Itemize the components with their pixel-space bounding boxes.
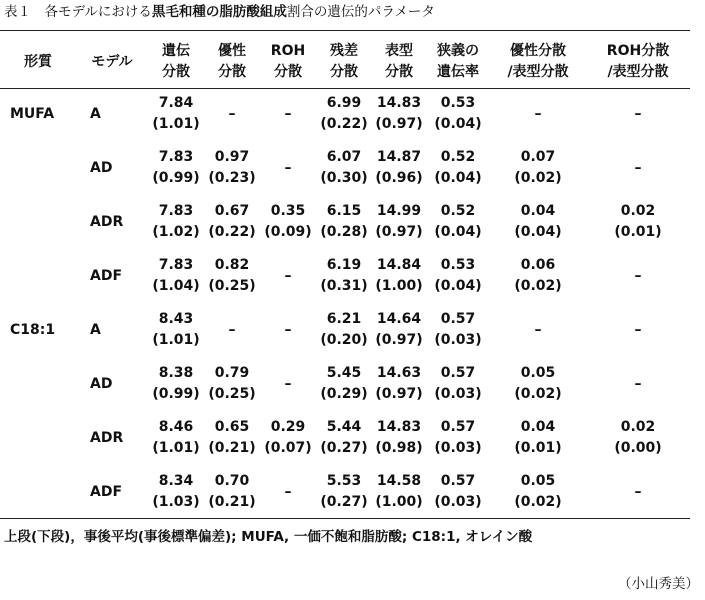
sd-value: (0.04) bbox=[514, 224, 562, 240]
caption-bold: 黒毛和種の脂肪酸組成 bbox=[151, 4, 287, 20]
estimate-value: 6.99 bbox=[326, 95, 362, 111]
table-row bbox=[0, 357, 690, 411]
trait-cell bbox=[0, 249, 76, 303]
value-cell bbox=[586, 141, 690, 195]
sd-value: (0.22) bbox=[320, 116, 368, 132]
sd-value: (1.02) bbox=[152, 224, 200, 240]
value-cell bbox=[148, 249, 204, 303]
table-row bbox=[0, 87, 690, 141]
estimate-value: 0.06 bbox=[520, 257, 556, 273]
value-cell bbox=[426, 87, 490, 141]
estimate-value: – bbox=[284, 321, 292, 338]
sd-value: (0.30) bbox=[320, 170, 368, 186]
value-cell bbox=[372, 249, 426, 303]
column-header-line1: 残差 bbox=[330, 43, 358, 59]
estimate-value: 0.70 bbox=[214, 473, 250, 489]
sd-value: (0.02) bbox=[514, 494, 562, 510]
column-header-line1: 表型 bbox=[385, 43, 413, 59]
estimate-value: – bbox=[284, 375, 292, 392]
value-cell bbox=[316, 195, 372, 249]
sd-value: (0.27) bbox=[320, 440, 368, 456]
estimate-value: 14.83 bbox=[376, 419, 422, 435]
estimate-value: 0.53 bbox=[440, 95, 476, 111]
value-cell bbox=[426, 303, 490, 357]
sd-value: (0.99) bbox=[152, 386, 200, 402]
sd-value: (1.00) bbox=[375, 494, 423, 510]
value-cell bbox=[148, 357, 204, 411]
sd-value: (0.23) bbox=[208, 170, 256, 186]
value-cell bbox=[372, 87, 426, 141]
column-header-line2: 分散 bbox=[274, 64, 302, 80]
sd-value: (0.03) bbox=[434, 332, 482, 348]
value-cell bbox=[204, 465, 260, 519]
estimate-value: 8.43 bbox=[158, 311, 194, 327]
sd-value: (0.21) bbox=[208, 494, 256, 510]
column-header-line2: 遺伝率 bbox=[437, 64, 479, 80]
estimate-value: 14.83 bbox=[376, 95, 422, 111]
sd-value: (1.00) bbox=[375, 278, 423, 294]
value-cell bbox=[490, 249, 586, 303]
value-cell bbox=[490, 357, 586, 411]
value-cell bbox=[260, 141, 316, 195]
value-cell bbox=[204, 141, 260, 195]
value-cell bbox=[426, 411, 490, 465]
column-header bbox=[372, 33, 426, 87]
value-cell bbox=[372, 303, 426, 357]
estimate-value: – bbox=[534, 105, 542, 122]
value-cell bbox=[148, 303, 204, 357]
sd-value: (0.96) bbox=[375, 170, 423, 186]
column-header bbox=[76, 33, 148, 87]
table-row bbox=[0, 411, 690, 465]
value-cell bbox=[204, 87, 260, 141]
sd-value: (1.03) bbox=[152, 494, 200, 510]
column-header-line2: /表型分散 bbox=[507, 64, 569, 80]
estimate-value: 6.21 bbox=[326, 311, 362, 327]
column-header bbox=[260, 33, 316, 87]
estimate-value: 0.04 bbox=[520, 203, 556, 219]
column-header bbox=[0, 33, 76, 87]
caption-prefix: 表１ 各モデルにおける bbox=[4, 4, 152, 20]
estimate-value: – bbox=[634, 159, 642, 176]
sd-value: (0.04) bbox=[434, 278, 482, 294]
estimate-value: 0.57 bbox=[440, 473, 476, 489]
value-cell bbox=[316, 465, 372, 519]
estimate-value: 0.79 bbox=[214, 365, 250, 381]
model-cell: ADF bbox=[90, 267, 123, 284]
column-header-line2: 分散 bbox=[162, 64, 190, 80]
sd-value: (0.07) bbox=[264, 440, 312, 456]
sd-value: (0.97) bbox=[375, 116, 423, 132]
column-header-line1: 形質 bbox=[24, 53, 52, 70]
sd-value: (0.00) bbox=[614, 440, 662, 456]
sd-value: (1.01) bbox=[152, 332, 200, 348]
sd-value: (0.97) bbox=[375, 224, 423, 240]
column-header-line1: 優性 bbox=[218, 43, 246, 59]
estimate-value: – bbox=[228, 105, 236, 122]
column-header-line2: 分散 bbox=[385, 64, 413, 80]
value-cell bbox=[426, 465, 490, 519]
model-cell: ADR bbox=[90, 213, 124, 230]
estimate-value: 6.15 bbox=[326, 203, 362, 219]
trait-cell bbox=[0, 195, 76, 249]
value-cell bbox=[586, 303, 690, 357]
estimate-value: 14.63 bbox=[376, 365, 422, 381]
estimate-value: 0.02 bbox=[620, 419, 656, 435]
sd-value: (0.02) bbox=[514, 386, 562, 402]
estimate-value: – bbox=[284, 267, 292, 284]
sd-value: (0.09) bbox=[264, 224, 312, 240]
estimate-value: 0.65 bbox=[214, 419, 250, 435]
trait-cell bbox=[0, 465, 76, 519]
value-cell bbox=[316, 141, 372, 195]
value-cell bbox=[586, 195, 690, 249]
column-header-line1: ROH分散 bbox=[606, 43, 670, 59]
author-credit: （小山秀美） bbox=[618, 576, 699, 592]
table-row bbox=[0, 465, 690, 519]
value-cell bbox=[586, 411, 690, 465]
estimate-value: 0.02 bbox=[620, 203, 656, 219]
sd-value: (0.21) bbox=[208, 440, 256, 456]
estimate-value: 0.57 bbox=[440, 419, 476, 435]
value-cell bbox=[316, 411, 372, 465]
estimate-value: – bbox=[634, 105, 642, 122]
sd-value: (0.03) bbox=[434, 440, 482, 456]
value-cell bbox=[260, 249, 316, 303]
estimate-value: 0.35 bbox=[270, 203, 306, 219]
estimate-value: – bbox=[284, 483, 292, 500]
sd-value: (0.01) bbox=[614, 224, 662, 240]
value-cell bbox=[204, 195, 260, 249]
column-header bbox=[586, 33, 690, 87]
estimate-value: 14.87 bbox=[376, 149, 422, 165]
value-cell bbox=[148, 465, 204, 519]
estimate-value: 5.53 bbox=[326, 473, 362, 489]
model-cell: AD bbox=[90, 159, 113, 176]
estimate-value: – bbox=[228, 321, 236, 338]
value-cell bbox=[426, 141, 490, 195]
value-cell bbox=[372, 411, 426, 465]
trait-cell bbox=[0, 357, 76, 411]
estimate-value: 0.53 bbox=[440, 257, 476, 273]
estimate-value: 0.82 bbox=[214, 257, 250, 273]
table-row bbox=[0, 195, 690, 249]
estimate-value: 5.44 bbox=[326, 419, 362, 435]
estimate-value: – bbox=[634, 483, 642, 500]
sd-value: (0.28) bbox=[320, 224, 368, 240]
sd-value: (0.04) bbox=[434, 224, 482, 240]
estimate-value: 0.67 bbox=[214, 203, 250, 219]
value-cell bbox=[426, 249, 490, 303]
value-cell bbox=[204, 249, 260, 303]
column-header bbox=[204, 33, 260, 87]
model-cell: ADF bbox=[90, 483, 123, 500]
sd-value: (0.22) bbox=[208, 224, 256, 240]
table-row bbox=[0, 141, 690, 195]
sd-value: (0.97) bbox=[375, 386, 423, 402]
caption-suffix: 割合の遺伝的パラメータ bbox=[286, 4, 435, 20]
value-cell bbox=[316, 87, 372, 141]
sd-value: (0.98) bbox=[375, 440, 423, 456]
value-cell bbox=[372, 195, 426, 249]
sd-value: (1.01) bbox=[152, 116, 200, 132]
value-cell bbox=[426, 357, 490, 411]
column-header-line1: 優性分散 bbox=[510, 43, 566, 59]
estimate-value: 0.97 bbox=[214, 149, 250, 165]
value-cell bbox=[490, 195, 586, 249]
sd-value: (0.20) bbox=[320, 332, 368, 348]
column-header-line2: 分散 bbox=[218, 64, 246, 80]
estimate-value: 7.83 bbox=[158, 257, 194, 273]
sd-value: (0.03) bbox=[434, 386, 482, 402]
value-cell bbox=[148, 411, 204, 465]
estimate-value: 0.29 bbox=[270, 419, 306, 435]
column-header bbox=[316, 33, 372, 87]
value-cell bbox=[316, 249, 372, 303]
estimate-value: 14.64 bbox=[376, 311, 422, 327]
sd-value: (0.27) bbox=[320, 494, 368, 510]
estimate-value: 0.04 bbox=[520, 419, 556, 435]
value-cell bbox=[490, 87, 586, 141]
column-header-line2: 分散 bbox=[330, 64, 358, 80]
value-cell bbox=[260, 411, 316, 465]
value-cell bbox=[372, 141, 426, 195]
estimate-value: 7.83 bbox=[158, 203, 194, 219]
value-cell bbox=[260, 195, 316, 249]
sd-value: (0.99) bbox=[152, 170, 200, 186]
estimate-value: – bbox=[634, 375, 642, 392]
table-body bbox=[0, 87, 690, 519]
sd-value: (0.02) bbox=[514, 170, 562, 186]
column-header-line2: /表型分散 bbox=[607, 64, 669, 80]
column-header-line1: 遺伝 bbox=[162, 43, 190, 59]
top-rule bbox=[0, 30, 690, 31]
sd-value: (0.04) bbox=[434, 170, 482, 186]
value-cell bbox=[260, 357, 316, 411]
value-cell bbox=[586, 87, 690, 141]
estimate-value: 7.83 bbox=[158, 149, 194, 165]
trait-cell: MUFA bbox=[10, 105, 55, 122]
header-row bbox=[0, 33, 690, 87]
estimate-value: 6.19 bbox=[326, 257, 362, 273]
value-cell bbox=[372, 465, 426, 519]
estimate-value: 5.45 bbox=[326, 365, 362, 381]
sd-value: (1.04) bbox=[152, 278, 200, 294]
value-cell bbox=[148, 87, 204, 141]
estimate-value: 0.05 bbox=[520, 473, 556, 489]
column-header bbox=[426, 33, 490, 87]
estimate-value: – bbox=[284, 105, 292, 122]
estimate-value: – bbox=[534, 321, 542, 338]
column-header bbox=[148, 33, 204, 87]
value-cell bbox=[260, 465, 316, 519]
column-header bbox=[490, 33, 586, 87]
footnote: 上段(下段)，事後平均(事後標準偏差); MUFA, 一価不飽和脂肪酸; C18:1, オレイン酸 bbox=[4, 529, 533, 545]
sd-value: (0.25) bbox=[208, 278, 256, 294]
model-cell: A bbox=[90, 321, 101, 338]
estimate-value: 6.07 bbox=[326, 149, 362, 165]
value-cell bbox=[490, 411, 586, 465]
estimate-value: 14.99 bbox=[376, 203, 422, 219]
value-cell bbox=[586, 465, 690, 519]
model-cell: AD bbox=[90, 375, 113, 392]
sd-value: (1.01) bbox=[152, 440, 200, 456]
estimate-value: 0.07 bbox=[520, 149, 556, 165]
estimate-value: – bbox=[284, 159, 292, 176]
sd-value: (0.29) bbox=[320, 386, 368, 402]
sd-value: (0.25) bbox=[208, 386, 256, 402]
trait-cell: C18:1 bbox=[10, 321, 56, 338]
estimate-value: 14.84 bbox=[376, 257, 422, 273]
estimate-value: 8.34 bbox=[158, 473, 194, 489]
sd-value: (0.97) bbox=[375, 332, 423, 348]
trait-cell bbox=[0, 141, 76, 195]
estimate-value: 8.46 bbox=[158, 419, 194, 435]
estimate-value: 0.05 bbox=[520, 365, 556, 381]
value-cell bbox=[586, 357, 690, 411]
estimate-value: 0.57 bbox=[440, 365, 476, 381]
value-cell bbox=[260, 87, 316, 141]
sd-value: (0.04) bbox=[434, 116, 482, 132]
estimate-value: 0.52 bbox=[440, 149, 476, 165]
column-header-line1: 狭義の bbox=[437, 43, 479, 59]
value-cell bbox=[204, 411, 260, 465]
trait-cell bbox=[0, 411, 76, 465]
table-row bbox=[0, 249, 690, 303]
estimate-value: 14.58 bbox=[376, 473, 422, 489]
sd-value: (0.31) bbox=[320, 278, 368, 294]
value-cell bbox=[316, 357, 372, 411]
column-header-line1: ROH bbox=[270, 43, 306, 59]
value-cell bbox=[490, 303, 586, 357]
value-cell bbox=[586, 249, 690, 303]
model-cell: A bbox=[90, 105, 101, 122]
value-cell bbox=[316, 303, 372, 357]
estimate-value: 7.84 bbox=[158, 95, 194, 111]
estimate-value: 0.52 bbox=[440, 203, 476, 219]
estimate-value: – bbox=[634, 321, 642, 338]
value-cell bbox=[148, 195, 204, 249]
table-caption bbox=[4, 2, 702, 22]
value-cell bbox=[204, 303, 260, 357]
value-cell bbox=[426, 195, 490, 249]
column-header-line1: モデル bbox=[91, 53, 133, 70]
value-cell bbox=[490, 141, 586, 195]
value-cell bbox=[260, 303, 316, 357]
estimate-value: 8.38 bbox=[158, 365, 194, 381]
table-row bbox=[0, 303, 690, 357]
model-cell: ADR bbox=[90, 429, 124, 446]
estimate-value: 0.57 bbox=[440, 311, 476, 327]
sd-value: (0.03) bbox=[434, 494, 482, 510]
value-cell bbox=[490, 465, 586, 519]
value-cell bbox=[204, 357, 260, 411]
estimate-value: – bbox=[634, 267, 642, 284]
value-cell bbox=[148, 141, 204, 195]
sd-value: (0.02) bbox=[514, 278, 562, 294]
sd-value: (0.01) bbox=[514, 440, 562, 456]
genetic-parameter-table bbox=[0, 33, 690, 519]
value-cell bbox=[372, 357, 426, 411]
